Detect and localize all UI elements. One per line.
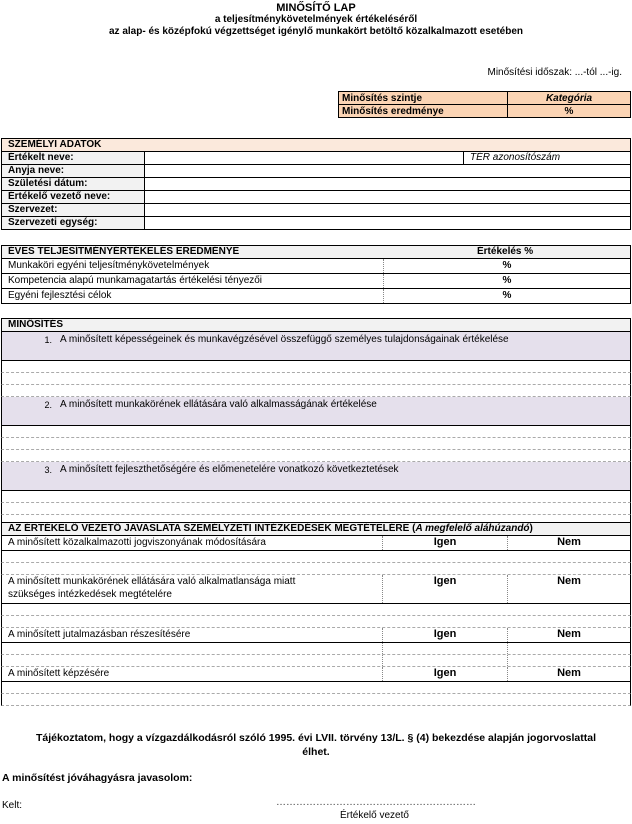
proposal-row (1, 536, 631, 551)
rating-answer-line[interactable] (1, 373, 631, 385)
annual-title (1, 245, 631, 259)
yes-option[interactable]: Igen (383, 575, 508, 603)
annual-row (1, 259, 631, 274)
annual-row (1, 289, 631, 304)
legal-notice-line1: Tájékoztatom, hogy a vízgazdálkodásról szóló 1995. évi LVII. törvény 13/L. § (4) bekezdése alapján jogorvoslattal (36, 732, 596, 744)
rating-answer-line[interactable] (1, 491, 631, 503)
proposal-row (1, 628, 631, 643)
no-option[interactable]: Nem (557, 667, 581, 679)
no-option[interactable]: Nem (557, 628, 581, 640)
proposal-row (1, 575, 631, 604)
personal-row (1, 165, 631, 178)
rating-answer-line[interactable] (1, 503, 631, 515)
proposal-row-line1: A minősített jutalmazásban részesítésére (8, 629, 191, 640)
personal-title: SZEMÉLYI ADATOK (1, 138, 631, 152)
rating-title: MINŐSÍTÉS (1, 318, 631, 332)
personal-row (1, 178, 631, 191)
answer-cell (383, 643, 508, 654)
proposal-row-label (2, 575, 383, 603)
proposal-answer-line[interactable] (1, 643, 631, 655)
signature-line: …………………………………………………… (276, 797, 476, 808)
personal-field-value[interactable] (145, 191, 630, 203)
rating-section (1, 318, 631, 527)
annual-col-header: Értékelés % (477, 246, 534, 257)
annual-row-label: Munkaköri egyéni teljesítménykövetelmények (2, 259, 384, 273)
proposal-row-line1: A minősített közalkalmazotti jogviszonyának módosítására (8, 537, 266, 548)
personal-field-label: Szervezeti egység: (2, 217, 145, 229)
date-label: Kelt: (2, 800, 23, 811)
proposal-section (1, 522, 631, 706)
personal-field-label: Szervezet: (2, 204, 145, 216)
personal-field-label: Születési dátum: (2, 178, 145, 190)
rating-item-number: 3. (44, 465, 52, 475)
personal-field-value[interactable] (145, 152, 630, 164)
personal-row (1, 204, 631, 217)
approval-text: A minősítést jóváhagyásra javasolom: (2, 772, 193, 784)
personal-field-value[interactable] (145, 178, 630, 190)
rating-item (1, 397, 631, 462)
annual-row-label: Kompetencia alapú munkamagatartás értékelési tényezői (2, 274, 384, 288)
personal-field-value[interactable] (145, 165, 630, 177)
yes-option[interactable]: Igen (383, 536, 508, 550)
no-option[interactable]: Nem (557, 536, 581, 548)
signer-label: Értékelő vezető (340, 810, 409, 821)
proposal-title (1, 522, 631, 536)
annual-section (1, 245, 631, 304)
proposal-answer-line[interactable] (1, 655, 631, 667)
page-subtitle-1: a teljesítménykövetelmények értékeléséről (214, 14, 418, 25)
proposal-title-text: AZ ÉRTÉKELŐ VEZETŐ JAVASLATA SZEMÉLYZETI INTÉZKEDÉSEK MEGTÉTELÉRE ( (8, 523, 416, 534)
annual-row-value[interactable]: % (502, 260, 512, 271)
personal-row (1, 217, 631, 230)
proposal-answer-line[interactable] (1, 616, 631, 628)
proposal-answer-line[interactable] (1, 682, 631, 694)
proposal-row-label (2, 536, 383, 550)
rating-item-number: 1. (44, 335, 52, 345)
proposal-row (1, 667, 631, 682)
proposal-title-em: A megfelelő aláhúzandó (415, 523, 530, 534)
rating-answer-line[interactable] (1, 450, 631, 462)
annual-row-value[interactable]: % (502, 275, 512, 286)
legal-notice (0, 731, 632, 759)
proposal-title-end: ) (529, 523, 533, 534)
personal-section (1, 138, 631, 230)
proposal-row-line2: szükséges intézkedések megtételére (8, 589, 172, 600)
legal-notice-line2: élhet. (302, 746, 330, 758)
proposal-row-label (2, 628, 383, 642)
proposal-answer-line[interactable] (1, 694, 631, 706)
personal-field-value[interactable] (145, 217, 630, 229)
rating-period: Minősítési időszak: ...-tól ...-ig. (487, 67, 622, 78)
rating-item-text: A minősített munkakörének ellátására való alkalmasságának értékelése (60, 399, 377, 410)
annual-row (1, 274, 631, 289)
rating-item-number: 2. (44, 400, 52, 410)
personal-row (1, 191, 631, 204)
page-title: MINŐSÍTŐ LAP (276, 2, 356, 14)
rating-answer-line[interactable] (1, 438, 631, 450)
result-value: % (508, 105, 631, 118)
result-label: Minősítés eredménye (339, 105, 508, 118)
rating-item-text: A minősített képességeinek és munkavégzésével összefüggő személyes tulajdonságainak értékelése (60, 334, 509, 345)
proposal-answer-line[interactable] (1, 563, 631, 575)
proposal-row-line1: A minősített munkakörének ellátására való alkalmatlansága miatt (8, 576, 296, 587)
rating-item (1, 462, 631, 527)
rating-item-text: A minősített fejleszthetőségére és előmenetelére vonatkozó következtetések (60, 464, 399, 475)
ter-id-label: TÉR azonosítószám (463, 152, 560, 164)
yes-option[interactable]: Igen (383, 628, 508, 642)
personal-field-label: Értékelt neve: (2, 152, 145, 164)
page-subtitle-2: az alap- és középfokú végzettséget igénylő munkakört betöltő közalkalmazott esetében (109, 26, 523, 37)
summary-table (338, 91, 631, 118)
proposal-answer-line[interactable] (1, 604, 631, 616)
personal-row (1, 152, 631, 165)
proposal-row-label (2, 667, 383, 681)
answer-cell (2, 643, 383, 654)
answer-cell (383, 655, 508, 666)
proposal-answer-line[interactable] (1, 551, 631, 563)
personal-field-label: Anyja neve: (2, 165, 145, 177)
rating-answer-line[interactable] (1, 385, 631, 397)
rating-answer-line[interactable] (1, 426, 631, 438)
answer-cell (2, 655, 383, 666)
no-option[interactable]: Nem (557, 575, 581, 587)
annual-row-value[interactable]: % (502, 290, 512, 301)
proposal-row-line1: A minősített képzésére (8, 668, 110, 679)
personal-field-label: Értékelő vezető neve: (2, 191, 145, 203)
rating-item-header (1, 332, 631, 361)
level-value: Kategória (508, 92, 631, 105)
rating-item-header (1, 397, 631, 426)
rating-answer-line[interactable] (1, 361, 631, 373)
rating-item (1, 332, 631, 397)
annual-row-label: Egyéni fejlesztési célok (2, 289, 384, 303)
rating-item-header (1, 462, 631, 491)
level-label: Minősítés szintje (339, 92, 508, 105)
annual-title-text: ÉVES TELJESÍTMÉNYÉRTÉKELÉS EREDMÉNYE (8, 246, 240, 257)
yes-option[interactable]: Igen (383, 667, 508, 681)
personal-field-value[interactable] (145, 204, 630, 216)
